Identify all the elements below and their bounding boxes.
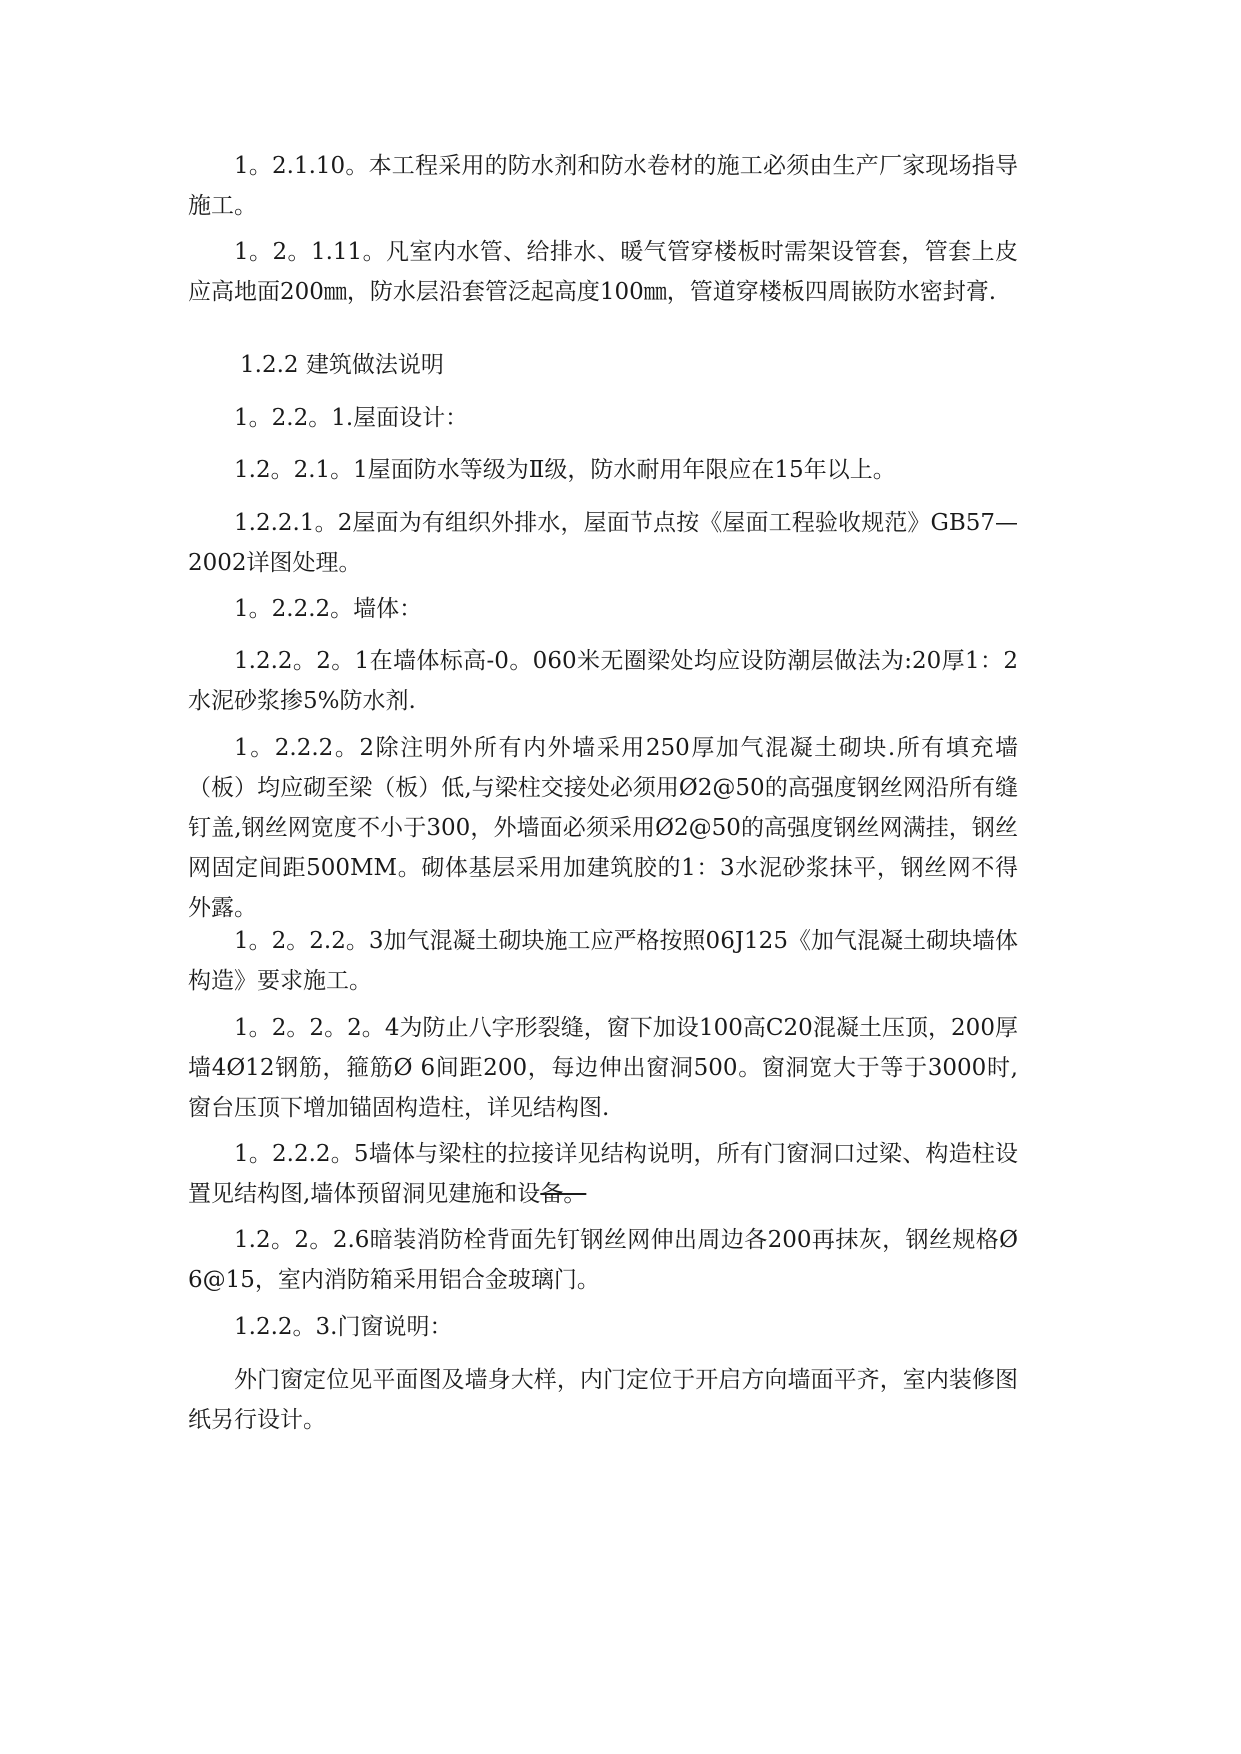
paragraph-block-construction: 1。2。2.2。3加气混凝土砌块施工应严格按照06J125《加气混凝土砌块墙体构造》要求施工。 — [188, 928, 1018, 994]
paragraph-wall-beam-tie — [188, 1134, 1018, 1214]
paragraph-fire-hydrant: 1.2。2。2.6暗装消防栓背面先钉钢丝网伸出周边各200再抹灰，钢丝规格Ø6@15，室内消防箱采用铝合金玻璃门。 — [188, 1227, 1018, 1293]
paragraph-roof-design: 1。2.2。1.屋面设计： — [234, 405, 469, 431]
section-heading-1-2-2: 1.2.2 建筑做法说明 — [240, 352, 444, 378]
paragraph-damp-proof-layer: 1.2.2。2。1在墙体标高-0。060米无圈梁处均应设防潮层做法为:20厚1：2水泥砂浆掺5%防水剂. — [188, 648, 1018, 714]
paragraph-door-positioning: 外门窗定位见平面图及墙身大样，内门定位于开启方向墙面平齐，室内装修图纸另行设计。 — [188, 1367, 1018, 1433]
paragraph-wall: 1。2.2.2。墙体： — [234, 596, 423, 622]
paragraph-1-2-1-11: 1。2。1.11。凡室内水管、给排水、暖气管穿楼板时需架设管套，管套上皮应高地面200㎜，防水层沿套管泛起高度100㎜，管道穿楼板四周嵌防水密封膏. — [188, 239, 1018, 305]
paragraph-doors-windows: 1.2.2。3.门窗说明： — [234, 1314, 453, 1340]
paragraph-aerated-concrete-wall: 1。2.2.2。2除注明外所有内外墙采用250厚加气混凝土砌块.所有填充墙（板）均应砌至梁（板）低,与梁柱交接处必须用Ø2@50的高强度钢丝网沿所有缝钉盖,钢丝网宽度不小于300，外墙面必须采用Ø2@50的高强度钢丝网满挂，钢丝网固定间距500MM。砌体基层采用加建筑胶的1：3水泥砂浆抹平，钢丝网不得外露。 — [188, 735, 1018, 921]
paragraph-wall-beam-tie-text: 1。2.2.2。5墙体与梁柱的拉接详见结构说明，所有门窗洞口过梁、构造柱设置见结构图,墙体预留洞见建施和设 — [188, 1141, 1018, 1207]
paragraph-crack-prevention: 1。2。2。2。4为防止八字形裂缝，窗下加设100高C20混凝土压顶，200厚墙4Ø12钢筋，箍筋Ø 6间距200，每边伸出窗洞500。窗洞宽大于等于3000时,窗台压顶下增加锚固构造柱，详见结构图. — [188, 1015, 1018, 1121]
paragraph-1-2-1-10: 1。2.1.10。本工程采用的防水剂和防水卷材的施工必须由生产厂家现场指导施工。 — [188, 153, 1018, 219]
paragraph-roof-waterproof-grade: 1.2。2.1。1屋面防水等级为Ⅱ级，防水耐用年限应在15年以上。 — [234, 457, 896, 483]
paragraph-roof-drainage: 1.2.2.1。2屋面为有组织外排水，屋面节点按《屋面工程验收规范》GB57—2002详图处理。 — [188, 510, 1018, 576]
struck-text: 备。 — [540, 1181, 587, 1207]
